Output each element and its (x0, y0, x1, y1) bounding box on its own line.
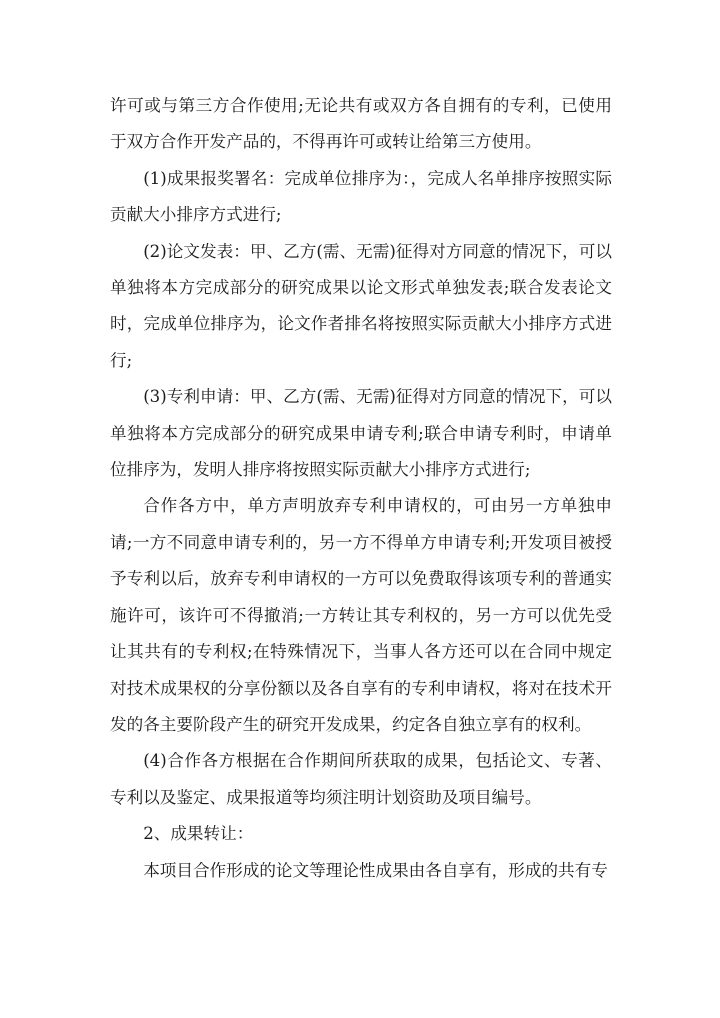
paragraph-patent-application: (3)专利申请：甲、乙方(需、无需)征得对方同意的情况下，可以单独将本方完成部分的研究成果申请专利;联合申请专利时，申请单位排序为，发明人排序将按照实际贡献大小排序方式进行; (110, 387, 612, 480)
document-body (110, 88, 612, 889)
paragraph-paper-publication: (2)论文发表：甲、乙方(需、无需)征得对方同意的情况下，可以单独将本方完成部分的研究成果以论文形式单独发表;联合发表论文时，完成单位排序为，论文作者排名将按照实际贡献大小排序方式进行; (110, 241, 612, 370)
paragraph-award-attribution: (1)成果报奖署名：完成单位排序为：，完成人名单排序按照实际贡献大小排序方式进行; (110, 168, 612, 225)
section-heading-transfer: 2、成果转让： (143, 824, 254, 844)
paragraph-transfer: 本项目合作形成的论文等理论性成果由各自享有，形成的共有专 (143, 860, 608, 880)
paragraph-patent-rights: 合作各方中，单方声明放弃专利申请权的，可由另一方单独申请;一方不同意申请专利的，另一方不得单方申请专利;开发项目被授予专利以后，放弃专利申请权的一方可以免费取得该项专利的普通实施许可，该许可不得撤消;一方转让其专利权的，另一方可以优先受让其共有的专利权;在特殊情况下，当事人各方还可以在合同中规定对技术成果权的分享份额以及各自享有的专利申请权，将对在技术开发的各主要阶段产生的研究开发成果，约定各自独立享有的权利。 (110, 496, 612, 734)
paragraph-funding-notice: (4)合作各方根据在合作期间所获取的成果，包括论文、专著、专利以及鉴定、成果报道等均须注明计划资助及项目编号。 (110, 751, 612, 807)
paragraph-continuation: 许可或与第三方合作使用;无论共有或双方各自拥有的专利，已使用于双方合作开发产品的，不得再许可或转让给第三方使用。 (110, 96, 612, 152)
